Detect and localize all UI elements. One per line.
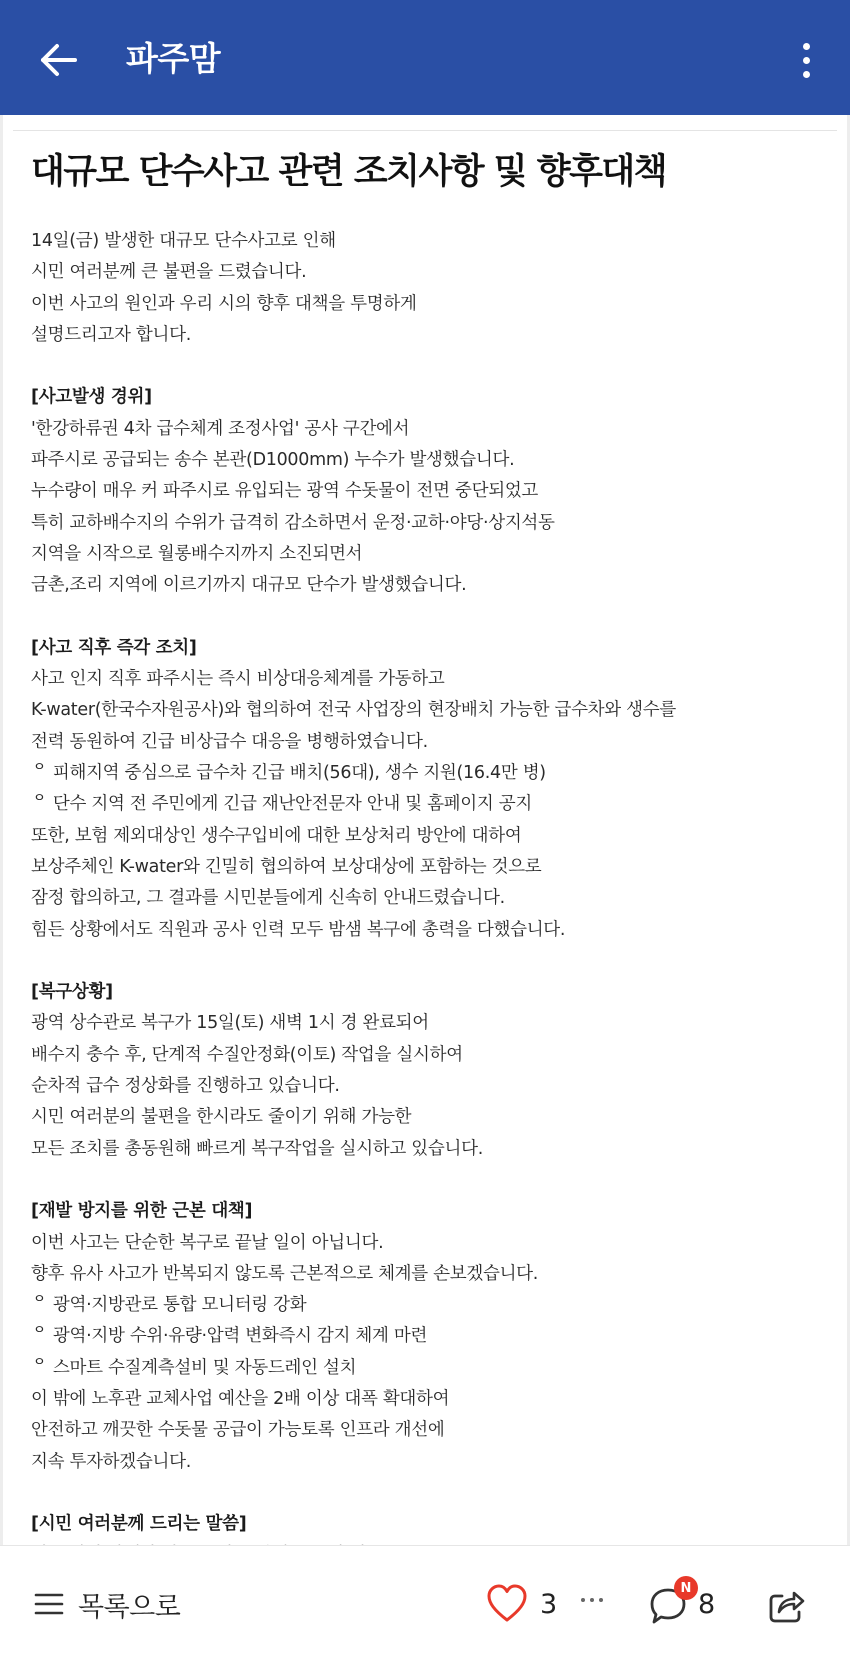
body-line: 시민 여러분의 불편을 한시라도 줄이기 위해 가능한	[31, 1107, 412, 1128]
more-vertical-icon-dot	[803, 71, 810, 78]
body-line: ᄋ 피해지역 중심으로 급수차 긴급 배치(56대), 생수 지원(16.4만 병)	[31, 763, 546, 784]
body-line: 지속 투자하겠습니다.	[31, 1451, 191, 1472]
blank-line	[31, 946, 831, 977]
body-line: 누수량이 매우 커 파주시로 유입되는 광역 수돗물이 전면 중단되었고	[31, 481, 539, 502]
body-line: 이번 사고의 원인과 우리 시의 향후 대책을 투명하게	[31, 293, 417, 314]
body-line: '한강하류권 4차 급수체계 조정사업' 공사 구간에서	[31, 418, 410, 439]
body-line: 금촌,조리 지역에 이르기까지 대규모 단수가 발생했습니다.	[31, 575, 467, 596]
like-count: 3	[540, 1588, 558, 1620]
body-line: 모든 조치를 총동원해 빠르게 복구작업을 실시하고 있습니다.	[31, 1138, 483, 1159]
body-line: 잠정 합의하고, 그 결과를 시민분들에게 신속히 안내드렸습니다.	[31, 888, 505, 909]
body-line: 또한, 보험 제외대상인 생수구입비에 대한 보상처리 방안에 대하여	[31, 825, 522, 846]
like-button[interactable]	[486, 1580, 557, 1628]
post-body	[31, 226, 831, 1572]
back-to-list-button[interactable]	[34, 1582, 180, 1626]
app-title: 파주맘	[126, 39, 221, 78]
blank-line	[31, 351, 831, 382]
body-line: ᄋ 광역·지방관로 통합 모니터링 강화	[31, 1295, 307, 1316]
menu-lines-icon	[34, 1591, 64, 1617]
body-line: 이 밖에 노후관 교체사업 예산을 2배 이상 대폭 확대하여	[31, 1388, 450, 1409]
body-line: 특히 교하배수지의 수위가 급격히 감소하면서 운정·교하·야당·상지석동	[31, 512, 555, 533]
more-options-button[interactable]	[788, 36, 824, 84]
body-line: 순차적 급수 정상화를 진행하고 있습니다.	[31, 1076, 340, 1097]
body-line: 향후 유사 사고가 반복되지 않도록 근본적으로 체계를 손보겠습니다.	[31, 1263, 539, 1284]
body-line: K-water(한국수자원공사)와 협의하여 전국 사업장의 현장배치 가능한 급수차와 생수를	[31, 700, 676, 721]
body-line: 설명드리고자 합니다.	[31, 324, 191, 345]
body-line: 사고 인지 직후 파주시는 즉시 비상대응체계를 가동하고	[31, 669, 445, 690]
body-line: ᄋ 광역·지방 수위·유량·압력 변화즉시 감지 체계 마련	[31, 1326, 428, 1347]
body-line: 이번 사고는 단순한 복구로 끝날 일이 아닙니다.	[31, 1232, 384, 1253]
section-heading: [시민 여러분께 드리는 말씀]	[31, 1514, 247, 1535]
post-title: 대규모 단수사고 관련 조치사항 및 향후대책	[31, 152, 667, 192]
share-button[interactable]	[762, 1582, 810, 1630]
comment-button[interactable]	[648, 1576, 715, 1632]
section-heading: [사고발생 경위]	[31, 387, 152, 408]
body-line: 시민 여러분께 큰 불편을 드렸습니다.	[31, 262, 307, 283]
blank-line	[31, 602, 831, 633]
app-bar	[0, 0, 850, 115]
body-line: 파주시로 공급되는 송수 본관(D1000mm) 누수가 발생했습니다.	[31, 450, 515, 471]
blank-line	[31, 1478, 831, 1509]
arrow-left-icon	[37, 39, 79, 81]
blank-line	[31, 1165, 831, 1196]
comment-icon-wrap	[648, 1576, 692, 1632]
body-line: 배수지 충수 후, 단계적 수질안정화(이토) 작업을 실시하여	[31, 1044, 463, 1065]
share-icon	[766, 1586, 806, 1626]
body-line: 안전하고 깨끗한 수돗물 공급이 가능토록 인프라 개선에	[31, 1420, 445, 1441]
comment-count: 8	[698, 1588, 716, 1620]
body-line: ᄋ 스마트 수질계측설비 및 자동드레인 설치	[31, 1357, 357, 1378]
bottom-action-bar	[0, 1545, 850, 1661]
back-to-list-label: 목록으로	[78, 1591, 181, 1623]
body-line: ᄋ 단수 지역 전 주민에게 긴급 재난안전문자 안내 및 홈페이지 공지	[31, 794, 532, 815]
section-heading: [사고 직후 즉각 조치]	[31, 637, 197, 658]
body-line: 지역을 시작으로 월롱배수지까지 소진되면서	[31, 543, 363, 564]
post-content[interactable]	[0, 115, 850, 1545]
divider	[13, 130, 837, 131]
ellipsis-dot	[581, 1598, 585, 1602]
ellipsis-dot	[590, 1598, 594, 1602]
heart-icon	[486, 1584, 528, 1624]
section-heading: [복구상황]	[31, 982, 113, 1003]
body-line: 전력 동원하여 긴급 비상급수 대응을 병행하였습니다.	[31, 731, 428, 752]
body-line: 광역 상수관로 복구가 15일(토) 새벽 1시 경 완료되어	[31, 1013, 429, 1034]
body-line: 보상주체인 K-water와 긴밀히 협의하여 보상대상에 포함하는 것으로	[31, 856, 542, 877]
ellipsis-icon[interactable]	[581, 1598, 603, 1602]
new-comment-badge: N	[674, 1576, 698, 1600]
more-vertical-icon	[803, 43, 810, 50]
body-line: 14일(금) 발생한 대규모 단수사고로 인해	[31, 231, 336, 251]
back-button[interactable]	[34, 36, 82, 84]
ellipsis-dot	[599, 1598, 603, 1602]
section-heading: [재발 방지를 위한 근본 대책]	[31, 1201, 253, 1222]
body-line: 힘든 상황에서도 직원과 공사 인력 모두 밤샘 복구에 총력을 다했습니다.	[31, 919, 566, 940]
more-vertical-icon-dot	[803, 57, 810, 64]
